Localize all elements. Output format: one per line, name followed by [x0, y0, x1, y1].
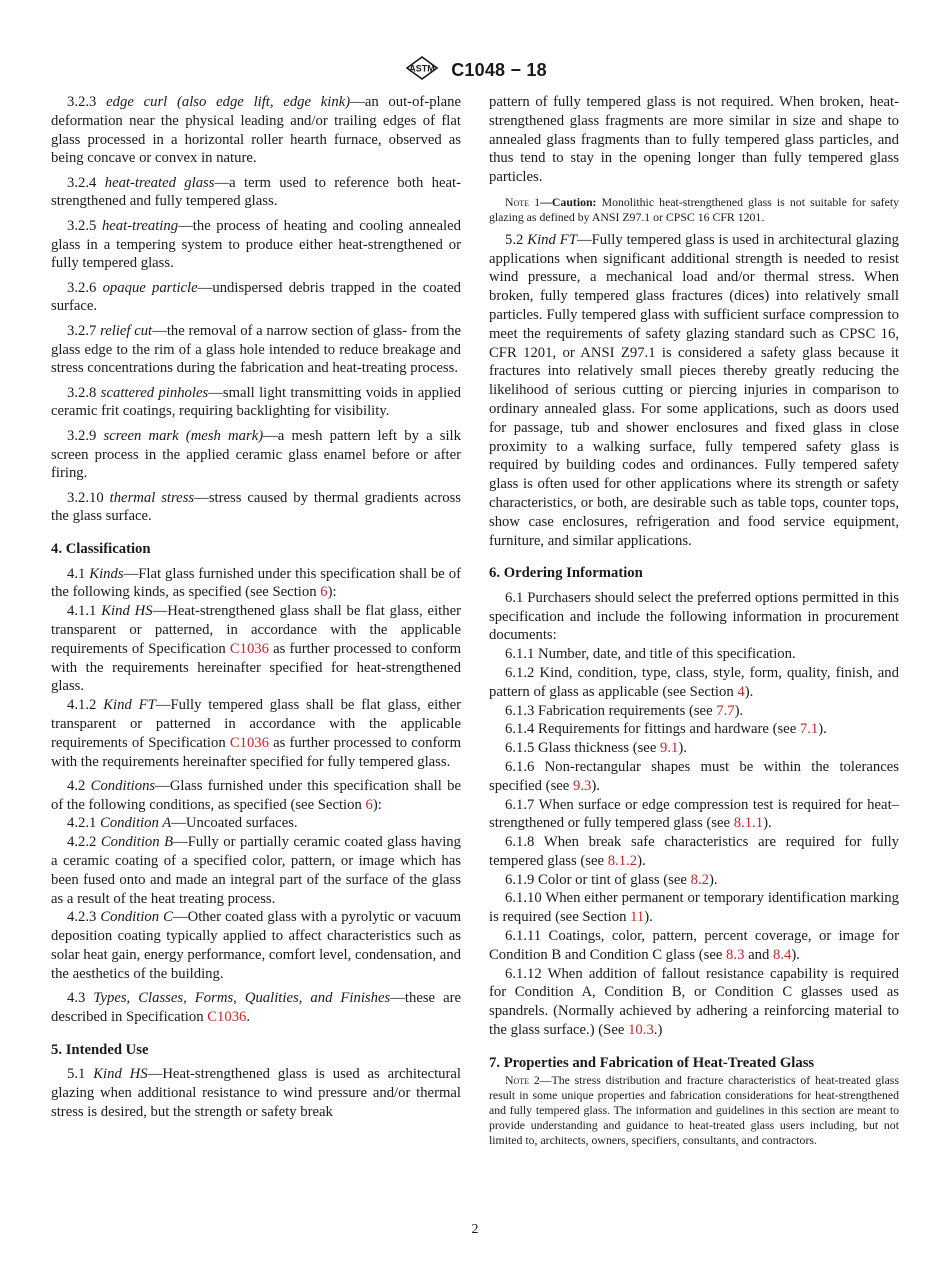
ref-section-6[interactable]: 6 [320, 584, 328, 601]
heading-properties-fabrication: 7. Properties and Fabrication of Heat-Treated Glass [489, 1054, 815, 1071]
section-5-1: 5.1 Kind HS—Heat-strengthened glass is used as architectural glazing when additional resistance to wind pressure and/or thermal stress is desired, but the strength or safety break [51, 1065, 462, 1120]
section-3-2-5: 3.2.5 heat-treating—the process of heating and cooling annealed glass in a tempering system to produce either heat-strengthened or fully tempered glass. [51, 217, 461, 272]
ref-8-3[interactable]: 8.3 [726, 946, 745, 963]
heading-classification: 4. Classification [51, 541, 151, 558]
document-id: C1048 − 18 [451, 60, 547, 80]
ref-8-4[interactable]: 8.4 [772, 946, 792, 963]
section-6-1-3: 6.1.3 Fabrication requirements (see 7.7). [505, 702, 744, 719]
section-6-1-12: 6.1.12 When addition of fallout resistance capability is required for Condition A, Condition B, or Condition C glasses used as spandrels. (Normally achieved by adhering a reinforcing material to the glass surface.) (See 10.3.) [489, 965, 899, 1039]
ref-8-1-1[interactable]: 8.1.1 [733, 815, 764, 832]
section-3-2-8: 3.2.8 scattered pinholes—small light transmitting voids in applied ceramic frit coatings, requiring backlighting for visibility. [51, 384, 462, 420]
svg-text:ASTM: ASTM [409, 63, 435, 74]
section-6-1-11: 6.1.11 Coatings, color, pattern, percent coverage, or image for Condition B and Condition C glass (see 8.3 and 8.4). [489, 928, 899, 963]
ref-c1036[interactable]: C1036 [229, 734, 269, 751]
ref-8-2[interactable]: 8.2 [690, 871, 709, 888]
section-6-1-7: 6.1.7 When surface or edge compression test is required for heat–strengthened or fully tempered glass (see 8.1.1). [489, 796, 899, 832]
section-4-1: 4.1 Kinds—Flat glass furnished under this specification shall be of the following kinds, as specified (see Section 6): [51, 565, 461, 601]
ref-8-1-2[interactable]: 8.1.2 [607, 852, 638, 869]
section-6-1-9: 6.1.9 Color or tint of glass (see 8.2). [505, 871, 718, 888]
note-2: Note 2—The stress distribution and fracture characteristics of heat-treated glass result in some unique properties and fabrication considerations for heat-strengthened and fully tempered glass. The information and guidelines in this section are meant to provide understanding and guidance to heat-treated glass users including, but not limited to, architects, owners, specifiers, consultants, and contractors. [489, 1072, 899, 1148]
ref-9-3[interactable]: 9.3 [573, 777, 592, 794]
ref-section-11[interactable]: 11 [630, 909, 645, 926]
section-4-2-2: 4.2.2 Condition B—Fully or partially ceramic coated glass having a ceramic coating of a specified color, pattern, or image which has been fused onto and made an integral part of the surface of the glass as a result of the heat treating process. [51, 834, 461, 907]
section-4-2-3: 4.2.3 Condition C—Other coated glass with a pyrolytic or vacuum deposition coating typically applied to affect characteristics such as solar heat gain, energy performance, comfort level, condensation, and the aesthetics of the building. [51, 909, 462, 982]
note-1: Note 1—Caution: Monolithic heat-strengthened glass is not suitable for safety glazing as defined by ANSI Z97.1 or CPSC 16 CFR 1201. [489, 194, 899, 225]
astm-logo-icon [403, 55, 441, 86]
section-6-1-5: 6.1.5 Glass thickness (see 9.1). [505, 740, 687, 757]
section-6-1-4: 6.1.4 Requirements for fittings and hardware (see 7.1). [505, 721, 827, 738]
right-column [489, 93, 899, 1149]
section-6-1-1: 6.1.1 Number, date, and title of this specification. [505, 646, 796, 663]
ref-c1036[interactable]: C1036 [207, 1008, 247, 1025]
ref-7-1[interactable]: 7.1 [799, 721, 819, 738]
section-6-1-6: 6.1.6 Non-rectangular shapes must be within the tolerances specified (see 9.3). [489, 758, 899, 794]
ref-9-1[interactable]: 9.1 [660, 740, 679, 757]
section-3-2-6: 3.2.6 opaque particle—undispersed debris trapped in the coated surface. [51, 279, 462, 315]
section-6-1-2: 6.1.2 Kind, condition, type, class, style, form, quality, finish, and pattern of glass as applicable (see Section 4). [489, 664, 899, 700]
heading-intended-use: 5. Intended Use [51, 1041, 149, 1058]
section-4-3: 4.3 Types, Classes, Forms, Qualities, and Finishes—these are described in Specification C1036. [51, 990, 462, 1025]
section-4-1-2: 4.1.2 Kind FT—Fully tempered glass shall be flat glass, either transparent or patterned in accordance with the applicable requirements of Specification C1036 as further processed to conform with the requirements hereinafter specified for fully tempered glass. [51, 697, 461, 770]
ref-c1036[interactable]: C1036 [229, 640, 269, 657]
ref-7-7[interactable]: 7.7 [716, 702, 735, 719]
ref-10-3[interactable]: 10.3 [628, 1022, 654, 1039]
ref-section-4[interactable]: 4 [737, 683, 745, 700]
section-6-1: 6.1 Purchasers should select the preferred options permitted in this specification and include the following information in procurement documents: [489, 589, 899, 644]
ref-section-6[interactable]: 6 [365, 796, 373, 813]
heading-ordering-information: 6. Ordering Information [489, 565, 643, 582]
section-4-2: 4.2 Conditions—Glass furnished under this specification shall be of the following conditions, as specified (see Section 6): [51, 777, 461, 813]
section-5-1-continued: pattern of fully tempered glass is not required. When broken, heat-strengthened glass fragments are more similar in size and shape to annealed glass fragments than to fully tempered glass particles, and thus tend to stay in the opening longer than fully tempered glass particles. [489, 94, 899, 186]
section-5-2: 5.2 Kind FT—Fully tempered glass is used in architectural glazing applications when significant additional strength is needed to resist wind pressure, a mechanical load and/or thermal stress. When broken, fully tempered glass fractures (dices) into relatively small particles. Fully tempered glass with sufficient surface compression to meet the requirements of safety glazing standard such as CPSC 16, CFR 1201, or ANSI Z97.1 is considered a safety glass because it fractures into relatively small pieces thereby greatly reducing the likelihood of serious cutting or piercing injuries in comparison to ordinary annealed glass. For some applications, such as doors used for passage, tub and shower enclosures and fixed glass in close proximity to a walking surface, fully tempered safety glass is required by building codes and ordinances. Fully tempered safety glass is often used for other applications where its strength or safety characteristics, or both, are desirable such as table tops, counter tops, show case enclosures, refrigeration and food service equipment, furniture, and similar applications. [489, 231, 899, 549]
left-column [51, 93, 461, 1121]
section-3-2-9: 3.2.9 screen mark (mesh mark)—a mesh pattern left by a silk screen process in the applied ceramic glass enamel before or after firing. [51, 427, 461, 482]
section-3-2-7: 3.2.7 relief cut—the removal of a narrow section of glass- from the glass edge to the rim of a glass hole intended to reduce breakage and stress concentrations during the fabrication and heat-treating process. [51, 322, 461, 377]
section-4-2-1: 4.2.1 Condition A—Uncoated surfaces. [67, 815, 298, 832]
page-number: 2 [471, 1222, 479, 1237]
section-6-1-10: 6.1.10 When either permanent or temporary identification marking is required (see Section 11). [489, 890, 899, 926]
section-3-2-4: 3.2.4 heat-treated glass—a term used to reference both heat-strengthened and fully tempered glass. [51, 174, 462, 210]
section-3-2-3: 3.2.3 edge curl (also edge lift, edge kink)—an out-of-plane deformation near the physical leading and/or trailing edges of flat glass processed in a horizontal roller hearth furnace, observed as being concave or convex in nature. [51, 94, 462, 167]
page-header [0, 55, 950, 86]
section-4-1-1: 4.1.1 Kind HS—Heat-strengthened glass shall be flat glass, either transparent or patterned, in accordance with the applicable requirements of Specification C1036 as further processed to conform with the requirements hereinafter specified for heat-strengthened glass. [51, 603, 461, 695]
section-3-2-10: 3.2.10 thermal stress—stress caused by thermal gradients across the glass surface. [51, 489, 462, 525]
section-6-1-8: 6.1.8 When break safe characteristics are required for fully tempered glass (see 8.1.2). [489, 834, 899, 869]
